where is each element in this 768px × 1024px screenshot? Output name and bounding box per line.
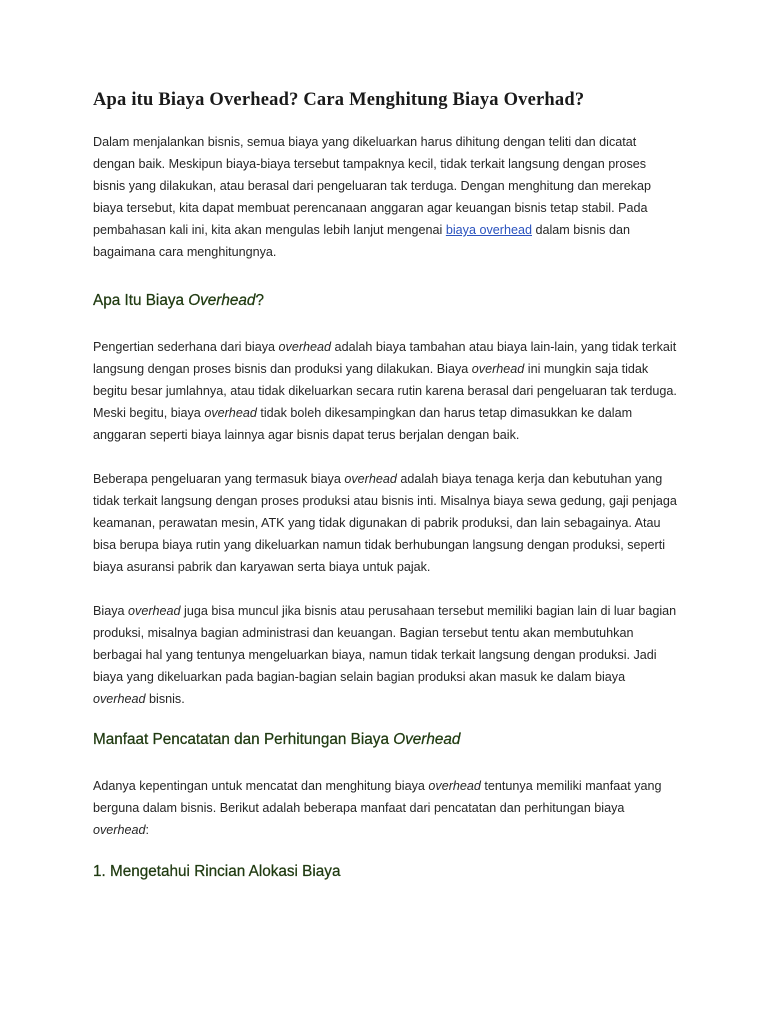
italic-run: overhead	[93, 692, 146, 706]
section-heading-apa-itu	[93, 290, 678, 312]
paragraph-pengeluaran	[93, 468, 678, 578]
intro-text-end: dalam bisnis dan bagaimana cara menghitungnya.	[93, 223, 630, 259]
text-run: juga bisa muncul jika bisnis atau perusahaan tersebut memiliki bagian lain di luar bagian produksi, misalnya bagian administrasi dan keuangan. Bagian tersebut tentu akan membutuhkan berbagai hal yang tentunya mengeluarkan biaya, namun tidak terkait langsung dengan produksi. Jadi biaya yang dikeluarkan pada bagian-bagian selain bagian produksi akan masuk ke dalam biaya	[93, 604, 677, 684]
heading-italic: Overhead	[393, 731, 461, 748]
text-run: :	[145, 823, 150, 837]
paragraph-manfaat	[93, 775, 678, 841]
text-run: adalah biaya tenaga kerja dan kebutuhan yang tidak terkait langsung dengan proses produksi atau bisnis inti. Misalnya biaya sewa gedung, gaji penjaga keamanan, perawatan mesin, ATK yang tidak digunakan di pabrik produksi, dan lain sebagainya. Atau bisa berupa biaya rutin yang dikeluarkan namun tidak berhubungan langsung dengan produksi, seperti biaya asuransi pabrik dan karyawan serta biaya untuk pajak.	[93, 472, 677, 574]
heading-end: ?	[255, 292, 264, 309]
biaya-overhead-link[interactable]: biaya overhead	[445, 223, 532, 237]
text-run: Adanya kepentingan untuk mencatat dan menghitung biaya	[93, 779, 429, 793]
paragraph-pengertian	[93, 336, 678, 446]
italic-run: overhead	[93, 823, 146, 837]
paragraph-bagian-lain	[93, 600, 678, 710]
text-run: Biaya	[93, 604, 129, 618]
italic-run: overhead	[278, 340, 332, 354]
intro-paragraph	[93, 131, 678, 263]
section-heading-manfaat	[93, 729, 678, 751]
text-run: tentunya memiliki manfaat yang berguna dalam bisnis. Berikut adalah beberapa manfaat dari pencatatan dan perhitungan biaya	[93, 779, 662, 815]
text-run: ini mungkin saja tidak begitu besar jumlahnya, atau tidak dikeluarkan secara rutin karena berasal dari pengeluaran tak terduga. Meski begitu, biaya	[93, 362, 677, 420]
heading-italic: Overhead	[188, 292, 256, 309]
text-run: Beberapa pengeluaran yang termasuk biaya	[93, 472, 345, 486]
document-title: Apa itu Biaya Overhead? Cara Menghitung Biaya Overhad?	[93, 90, 585, 110]
text-run: Pengertian sederhana dari biaya	[93, 340, 279, 354]
subsection-heading-rincian: 1. Mengetahui Rincian Alokasi Biaya	[93, 863, 341, 880]
text-run: tidak boleh dikesampingkan dan harus tetap dimasukkan ke dalam anggaran seperti biaya lainnya agar bisnis dapat terus berjalan dengan baik.	[93, 406, 633, 442]
text-run: bisnis.	[145, 692, 185, 706]
text-run: adalah biaya tambahan atau biaya lain-lain, yang tidak terkait langsung dengan proses bisnis dan produksi yang dilakukan. Biaya	[93, 340, 677, 376]
heading-text: Manfaat Pencatatan dan Perhitungan Biaya	[93, 731, 394, 748]
italic-run: overhead	[128, 604, 181, 618]
intro-text: Dalam menjalankan bisnis, semua biaya yang dikeluarkan harus dihitung dengan teliti dan dicatat dengan baik. Meskipun biaya-biaya tersebut tampaknya kecil, tidak terkait langsung dengan proses bisnis yang dilakukan, atau berasal dari pengeluaran tak terduga. Dengan menghitung dan merekap biaya tersebut, kita dapat membuat perencanaan anggaran agar keuangan bisnis tetap stabil. Pada pembahasan kali ini, kita akan mengulas lebih lanjut mengenai	[93, 135, 651, 237]
italic-run: overhead	[471, 362, 525, 376]
heading-text: Apa Itu Biaya	[93, 292, 189, 309]
italic-run: overhead	[344, 472, 397, 486]
italic-run: overhead	[204, 406, 257, 420]
document-page	[93, 90, 678, 883]
italic-run: overhead	[428, 779, 481, 793]
